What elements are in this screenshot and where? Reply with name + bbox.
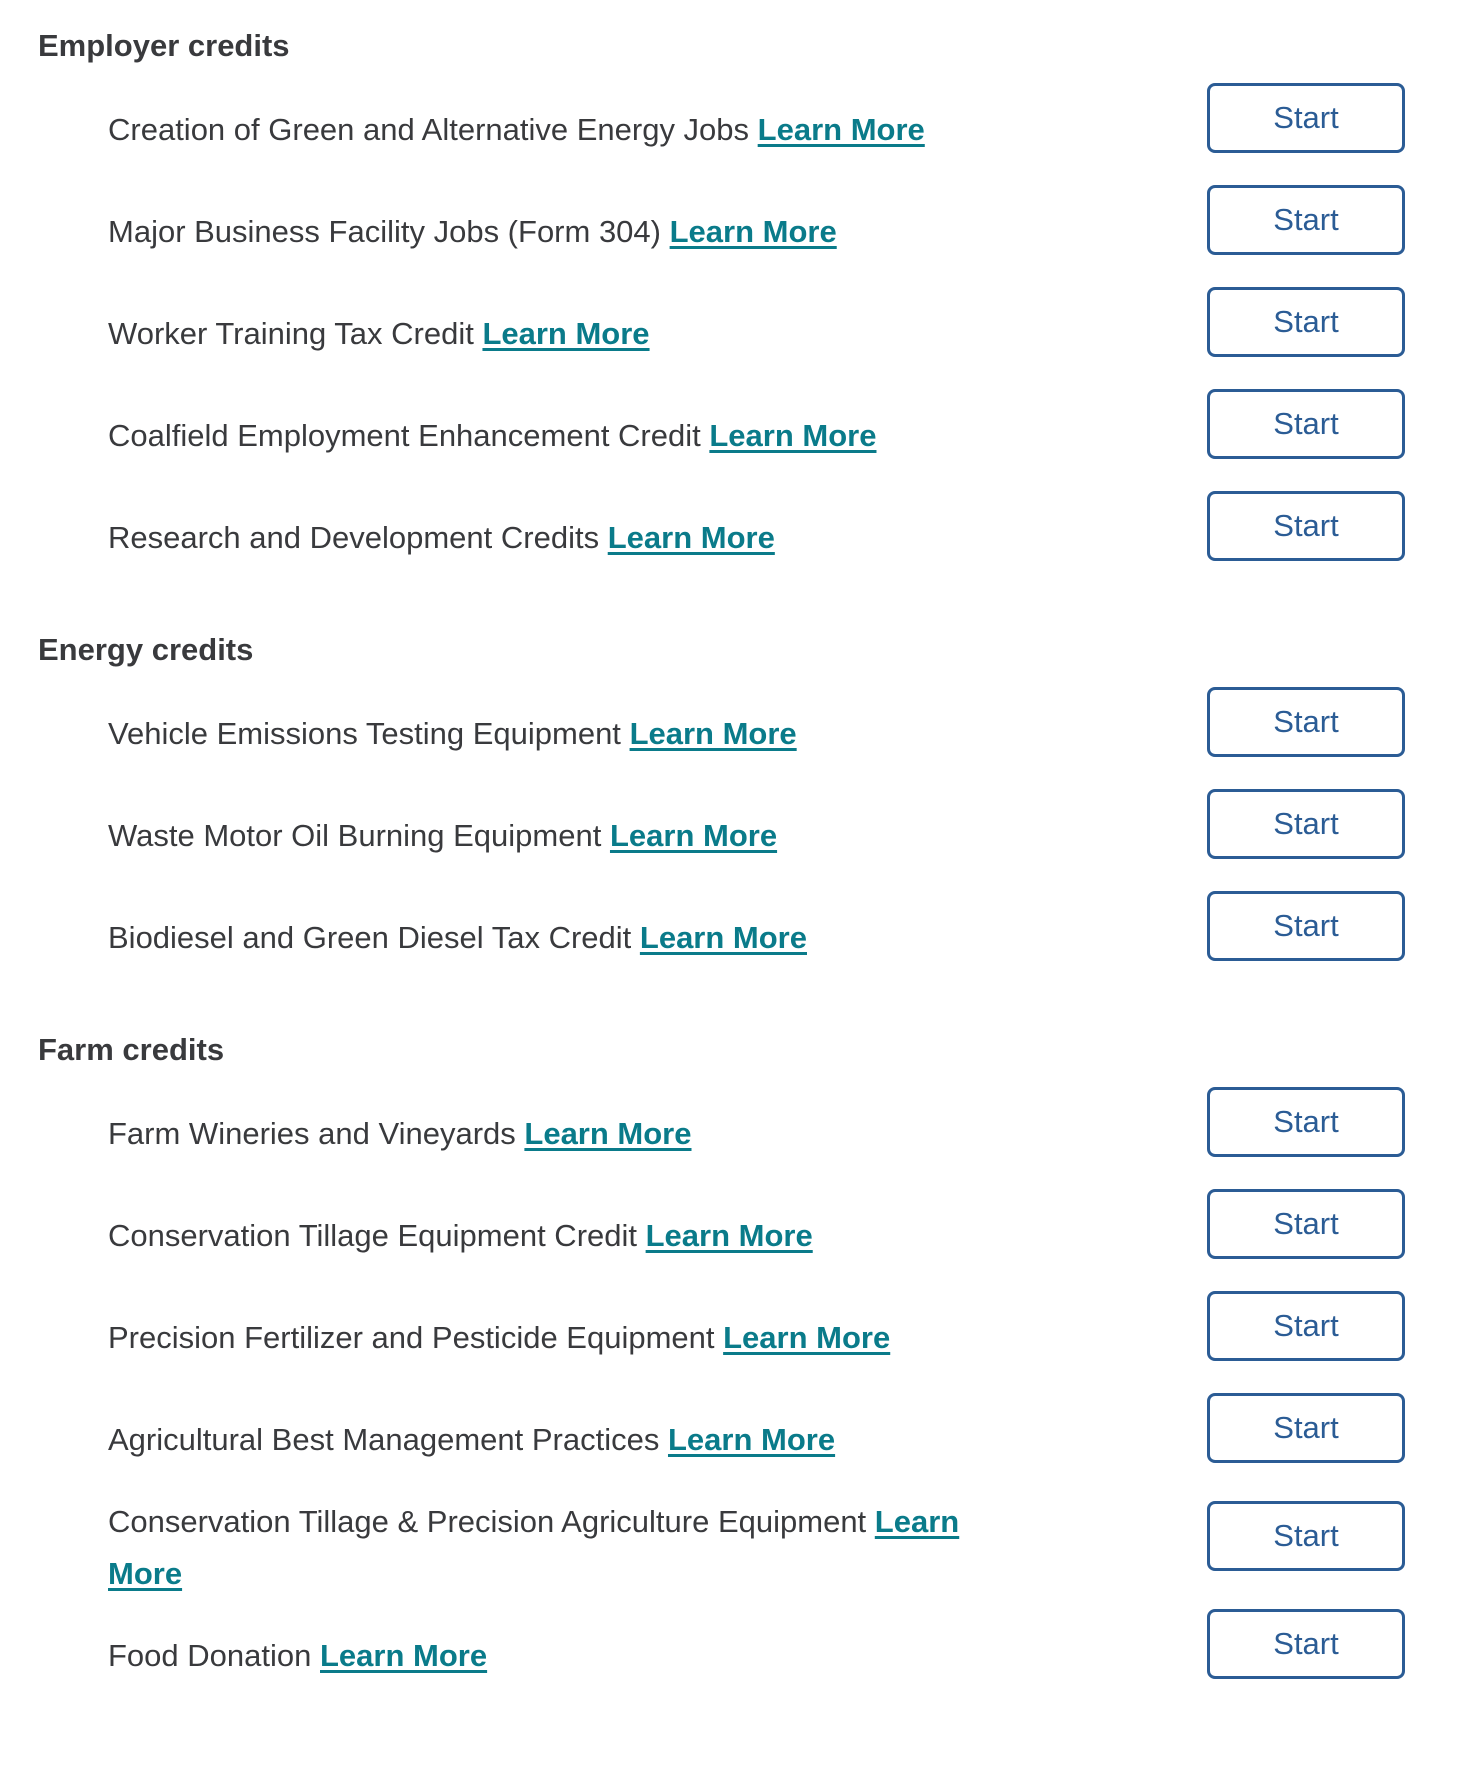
learn-more-link[interactable]: Learn More [320,1638,488,1673]
credit-name: Conservation Tillage Equipment Credit [108,1218,637,1253]
start-button[interactable]: Start [1207,891,1405,961]
learn-more-link[interactable]: Learn More [723,1320,891,1355]
credit-row-label [108,810,1028,862]
credit-row-label [108,1312,1028,1364]
start-button[interactable]: Start [1207,687,1405,757]
start-button[interactable]: Start [1207,1087,1405,1157]
credit-row-label [108,1414,1028,1466]
learn-more-link[interactable]: Learn More [108,1504,960,1591]
start-button[interactable]: Start [1207,1501,1405,1571]
credit-row-label [108,512,1028,564]
section-title-employer-credits: Employer credits [38,28,290,63]
credit-name: Precision Fertilizer and Pesticide Equipment [108,1320,715,1355]
credit-row-label [108,708,1028,760]
credit-row-label [108,1108,1028,1160]
learn-more-link[interactable]: Learn More [609,818,778,853]
credit-name: Agricultural Best Management Practices [108,1422,660,1457]
credit-name: Research and Development Credits [108,520,600,555]
learn-more-link[interactable]: Learn More [667,1422,836,1457]
credit-name: Vehicle Emissions Testing Equipment [108,716,621,751]
start-button[interactable]: Start [1207,491,1405,561]
learn-more-link[interactable]: Learn More [629,716,797,751]
learn-more-link[interactable]: Learn More [482,316,650,351]
credit-name: Major Business Facility Jobs (Form 304) [108,214,661,249]
credit-row-label [108,1630,1028,1682]
credit-row-label [108,410,1028,462]
credit-row-label [108,308,1028,360]
learn-more-link[interactable]: Learn More [709,418,877,453]
credit-row-label [108,104,1028,156]
learn-more-link[interactable]: Learn More [669,214,837,249]
start-button[interactable]: Start [1207,789,1405,859]
learn-more-link[interactable]: Learn More [639,920,807,955]
start-button[interactable]: Start [1207,389,1405,459]
start-button[interactable]: Start [1207,1291,1405,1361]
credit-row-label [108,912,1028,964]
start-button[interactable]: Start [1207,287,1405,357]
learn-more-link[interactable]: Learn More [645,1218,813,1253]
start-button[interactable]: Start [1207,185,1405,255]
credit-row-label [108,206,1028,258]
credit-name: Farm Wineries and Vineyards [108,1116,516,1151]
credit-name: Worker Training Tax Credit [108,316,474,351]
learn-more-link[interactable]: Learn More [757,112,925,147]
learn-more-link[interactable]: Learn More [607,520,775,555]
learn-more-link[interactable]: Learn More [524,1116,692,1151]
credit-name: Coalfield Employment Enhancement Credit [108,418,701,453]
section-title-energy-credits: Energy credits [38,632,254,667]
credit-name: Biodiesel and Green Diesel Tax Credit [108,920,632,955]
start-button[interactable]: Start [1207,1189,1405,1259]
section-title-farm-credits: Farm credits [38,1032,225,1067]
credit-name: Creation of Green and Alternative Energy Jobs [108,112,750,147]
credit-name: Food Donation [108,1638,312,1673]
credit-name: Conservation Tillage & Precision Agriculture Equipment [108,1504,867,1539]
credit-row-label [108,1496,1008,1600]
credit-name: Waste Motor Oil Burning Equipment [108,818,602,853]
start-button[interactable]: Start [1207,83,1405,153]
start-button[interactable]: Start [1207,1393,1405,1463]
start-button[interactable]: Start [1207,1609,1405,1679]
credit-row-label [108,1210,1028,1262]
